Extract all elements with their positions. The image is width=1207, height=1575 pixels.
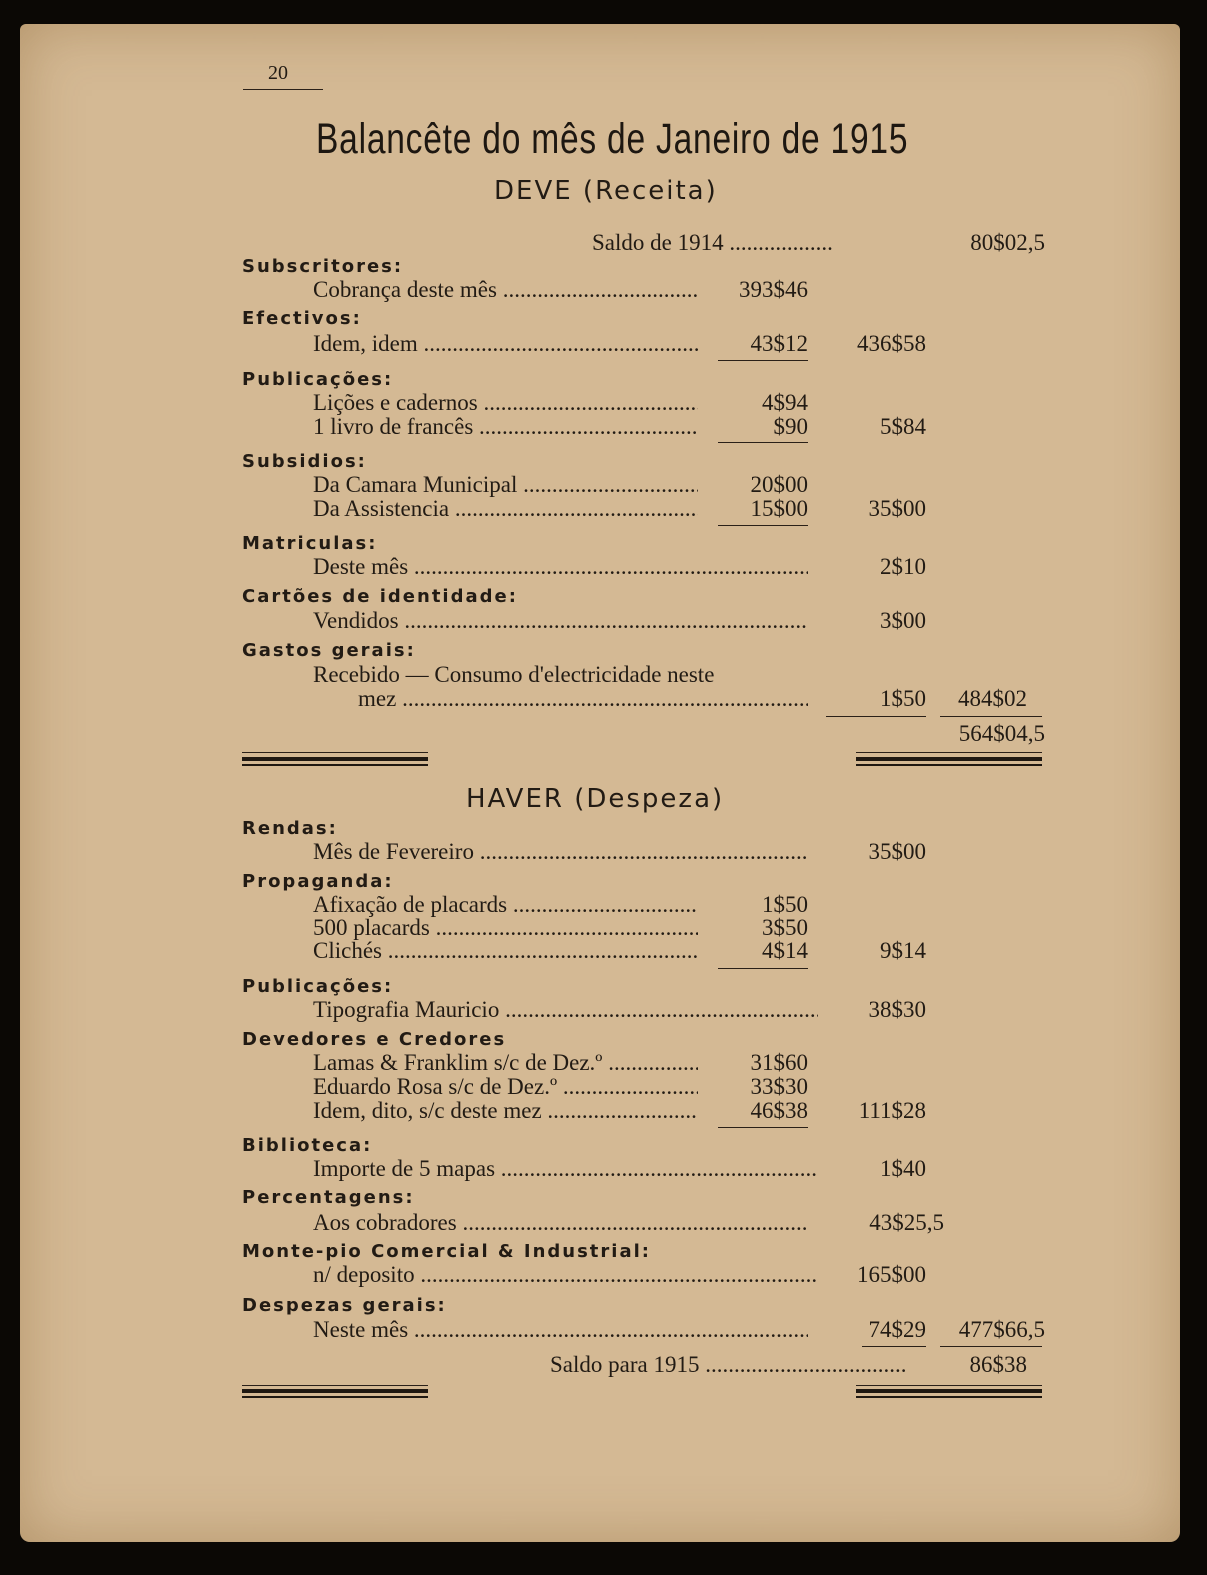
sum-rule (862, 1346, 926, 1347)
deve-subtotal: 35$00 (868, 496, 926, 521)
haver-subtotal: 165$00 (857, 1262, 926, 1287)
deve-subtotal: 3$00 (880, 608, 926, 633)
haver-total: 477$66,5 (958, 1317, 1045, 1342)
haver-item-label: Afixação de placards ..... (313, 892, 698, 918)
deve-item-label: Cobrança deste mês ..... (313, 277, 698, 303)
haver-item-label: Eduardo Rosa s/c de Dez.º ..... (313, 1074, 698, 1100)
haver-item-label: Idem, dito, s/c deste mez ..... (313, 1098, 698, 1124)
deve-category: Gastos gerais: (242, 640, 416, 661)
sum-rule (826, 716, 926, 717)
haver-category: Devedores e Credores (242, 1029, 507, 1050)
deve-item-label: Da Camara Municipal ..... (313, 472, 698, 498)
deve-item-label: Deste mês ..... (313, 554, 808, 580)
deve-item-label: 1 livro de francês ..... (313, 414, 698, 440)
haver-item-label: Neste mês ..... (313, 1317, 808, 1343)
deve-item-label: mez ..... (358, 686, 808, 712)
deve-category: Subsidios: (242, 451, 367, 472)
haver-category: Despezas gerais: (242, 1295, 447, 1316)
haver-item-label: Lamas & Franklim s/c de Dez.º ..... (313, 1050, 698, 1076)
sum-rule (718, 442, 808, 443)
section-double-rule (242, 757, 428, 761)
deve-item-amount: 393$46 (739, 277, 808, 302)
haver-subtotal: 9$14 (880, 938, 926, 963)
haver-item-amount: 4$14 (762, 938, 808, 963)
deve-grand-total: 564$04,5 (958, 721, 1045, 746)
sum-rule (940, 1346, 1042, 1347)
sum-rule (940, 716, 1042, 717)
deve-category: Cartões de identidade: (242, 586, 518, 607)
haver-item-label: Tipografia Mauricio ..... (313, 997, 818, 1023)
section-rule (242, 752, 428, 753)
deve-item-amount: 4$94 (762, 390, 808, 415)
haver-subtotal: 38$30 (868, 997, 926, 1022)
deve-subtotal: 2$10 (880, 554, 926, 579)
deve-category: Matriculas: (242, 533, 378, 554)
deve-item-label: Lições e cadernos ..... (313, 390, 698, 416)
haver-subtotal: 1$40 (880, 1156, 926, 1181)
haver-item-label: n/ deposito ..... (313, 1262, 818, 1288)
haver-category: Percentagens: (242, 1187, 415, 1208)
deve-item-label: Vendidos ..... (313, 608, 808, 634)
section-rule (856, 1385, 1042, 1386)
haver-item-amount: 3$50 (762, 915, 808, 940)
deve-item-amount: 43$12 (750, 331, 808, 356)
sum-rule (718, 968, 808, 969)
haver-category: Biblioteca: (242, 1135, 373, 1156)
deve-heading: DEVE (Receita) (494, 176, 718, 206)
haver-item-label: Mês de Fevereiro ..... (313, 839, 808, 865)
haver-item-label: 500 placards ..... (313, 915, 698, 941)
page-title: Balancête do mês de Janeiro de 1915 (316, 115, 909, 163)
sum-rule (718, 1127, 808, 1128)
haver-closing-value: 86$38 (969, 1352, 1027, 1377)
deve-item-label: Idem, idem ..... (313, 331, 698, 357)
deve-item-amount: $90 (773, 414, 808, 439)
deve-category: Efectivos: (242, 308, 362, 329)
deve-opening-label: Saldo de 1914 ..... (592, 230, 832, 256)
page-number: 20 (268, 62, 288, 84)
deve-item-amount: 15$00 (750, 496, 808, 521)
haver-closing-label: Saldo para 1915 ..... (550, 1352, 906, 1378)
page-number-rule (243, 89, 323, 90)
section-rule (856, 752, 1042, 753)
sum-rule (718, 525, 808, 526)
haver-subtotal: 74$29 (868, 1317, 926, 1342)
deve-opening-value: 80$02,5 (970, 230, 1045, 255)
haver-item-label: Importe de 5 mapas ..... (313, 1156, 818, 1182)
deve-total: 484$02 (958, 686, 1027, 711)
section-double-rule (242, 1389, 428, 1393)
haver-category: Monte-pio Comercial & Industrial: (242, 1241, 651, 1262)
deve-category: Publicações: (242, 369, 394, 390)
sum-rule (718, 360, 808, 361)
haver-item-amount: 33$30 (750, 1074, 808, 1099)
deve-subtotal: 5$84 (880, 414, 926, 439)
haver-category: Publicações: (242, 976, 394, 997)
haver-item-amount: 1$50 (762, 892, 808, 917)
haver-subtotal: 43$25,5 (869, 1210, 944, 1235)
haver-subtotal: 111$28 (858, 1098, 926, 1123)
haver-item-label: Clichés ..... (313, 938, 698, 964)
deve-item-label-line1: Recebido — Consumo d'electricidade neste (313, 662, 715, 687)
haver-heading: HAVER (Despeza) (466, 784, 725, 814)
section-double-rule (856, 757, 1042, 761)
section-rule (242, 1385, 428, 1386)
haver-category: Propaganda: (242, 871, 394, 892)
deve-subtotal: 436$58 (857, 331, 926, 356)
deve-subtotal: 1$50 (880, 686, 926, 711)
haver-subtotal: 35$00 (868, 839, 926, 864)
section-double-rule (856, 1389, 1042, 1393)
haver-item-label: Aos cobradores ..... (313, 1210, 808, 1236)
haver-item-amount: 46$38 (750, 1098, 808, 1123)
deve-category: Subscritores: (242, 256, 404, 277)
deve-item-label: Da Assistencia ..... (313, 496, 698, 522)
haver-item-amount: 31$60 (750, 1050, 808, 1075)
haver-category: Rendas: (242, 818, 338, 839)
deve-item-amount: 20$00 (750, 472, 808, 497)
